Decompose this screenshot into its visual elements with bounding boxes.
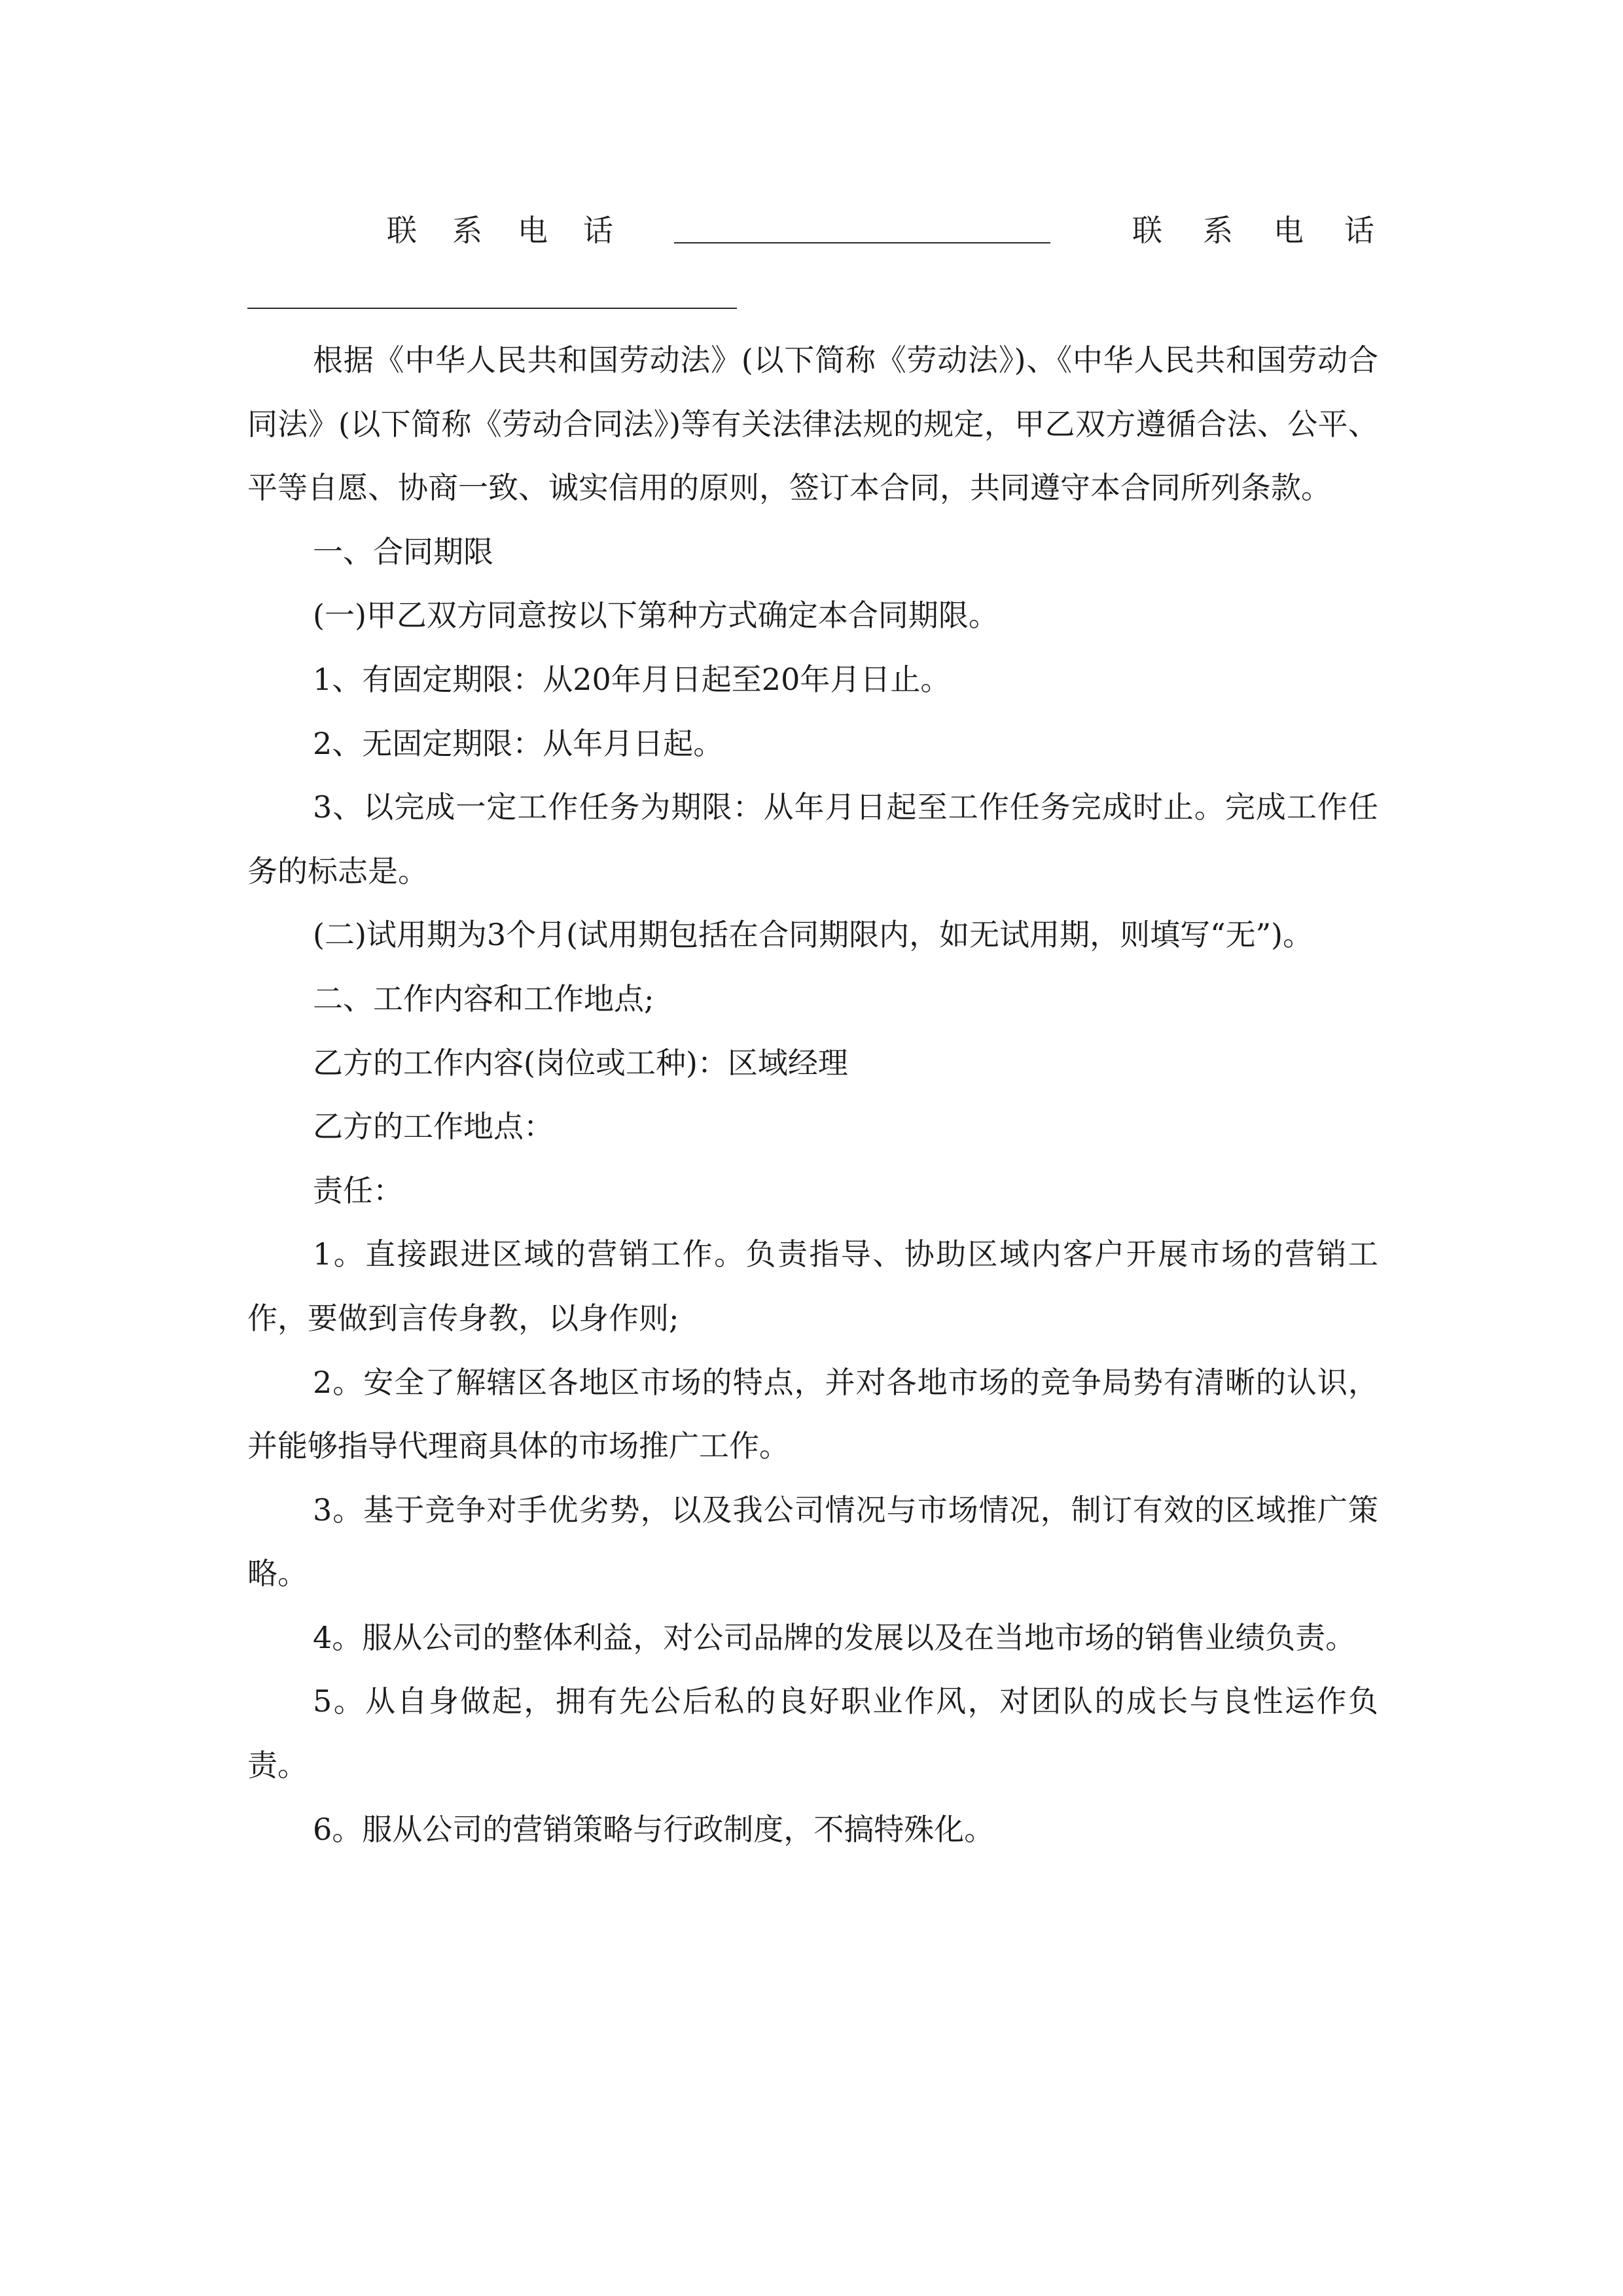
responsibility-item: 1。直接跟进区域的营销工作。负责指导、协助区域内客户开展市场的营销工作，要做到言传身教，以身作则; xyxy=(247,1236,1378,1336)
clause-open-term: 2、无固定期限：从年月日起。 xyxy=(313,725,724,761)
contact-phone-blank-right xyxy=(247,308,737,309)
section-heading-work-content: 二、工作内容和工作地点; xyxy=(313,980,654,1016)
clause-work-location: 乙方的工作地点： xyxy=(313,1109,554,1145)
section-heading-contract-term: 一、合同期限 xyxy=(313,533,493,569)
clause-task-term: 3、以完成一定工作任务为期限：从年月日起至工作任务完成时止。完成工作任务的标志是。 xyxy=(247,789,1378,889)
contract-body xyxy=(247,329,1378,1861)
contact-phone-blank-left xyxy=(674,242,1050,243)
responsibility-item: 2。安全了解辖区各地区市场的特点，并对各地市场的竞争局势有清晰的认识，并能够指导代理商具体的市场推广工作。 xyxy=(247,1364,1378,1464)
contact-phone-label-right: 联系电话 xyxy=(1132,213,1415,248)
responsibilities-heading: 责任： xyxy=(313,1172,403,1208)
responsibility-item: 6。服从公司的营销策略与行政制度，不搞特殊化。 xyxy=(313,1811,995,1847)
contact-phone-label-left: 联系电话 xyxy=(387,213,649,248)
responsibility-item: 4。服从公司的整体利益，对公司品牌的发展以及在当地市场的销售业绩负责。 xyxy=(313,1619,1356,1655)
responsibility-item: 3。基于竞争对手优劣势，以及我公司情况与市场情况，制订有效的区域推广策略。 xyxy=(247,1492,1378,1592)
clause-fixed-term: 1、有固定期限：从20年月日起至20年月日止。 xyxy=(313,661,951,697)
intro-paragraph: 根据《中华人民共和国劳动法》(以下简称《劳动法》)、《中华人民共和国劳动合同法》(以下简称《劳动合同法》)等有关法律法规的规定，甲乙双方遵循合法、公平、平等自愿、协商一致、诚实信用的原则，签订本合同，共同遵守本合同所列条款。 xyxy=(247,342,1378,506)
responsibility-item: 5。从自身做起，拥有先公后私的良好职业作风，对团队的成长与良性运作负责。 xyxy=(247,1683,1378,1784)
contact-phone-row xyxy=(247,204,1415,257)
clause-probation: (二)试用期为3个月(试用期包括在合同期限内，如无试用期，则填写“无”)。 xyxy=(313,917,1313,953)
clause-job-position: 乙方的工作内容(岗位或工种)：区域经理 xyxy=(313,1045,848,1081)
clause-term-method: (一)甲乙双方同意按以下第种方式确定本合同期限。 xyxy=(313,598,999,634)
